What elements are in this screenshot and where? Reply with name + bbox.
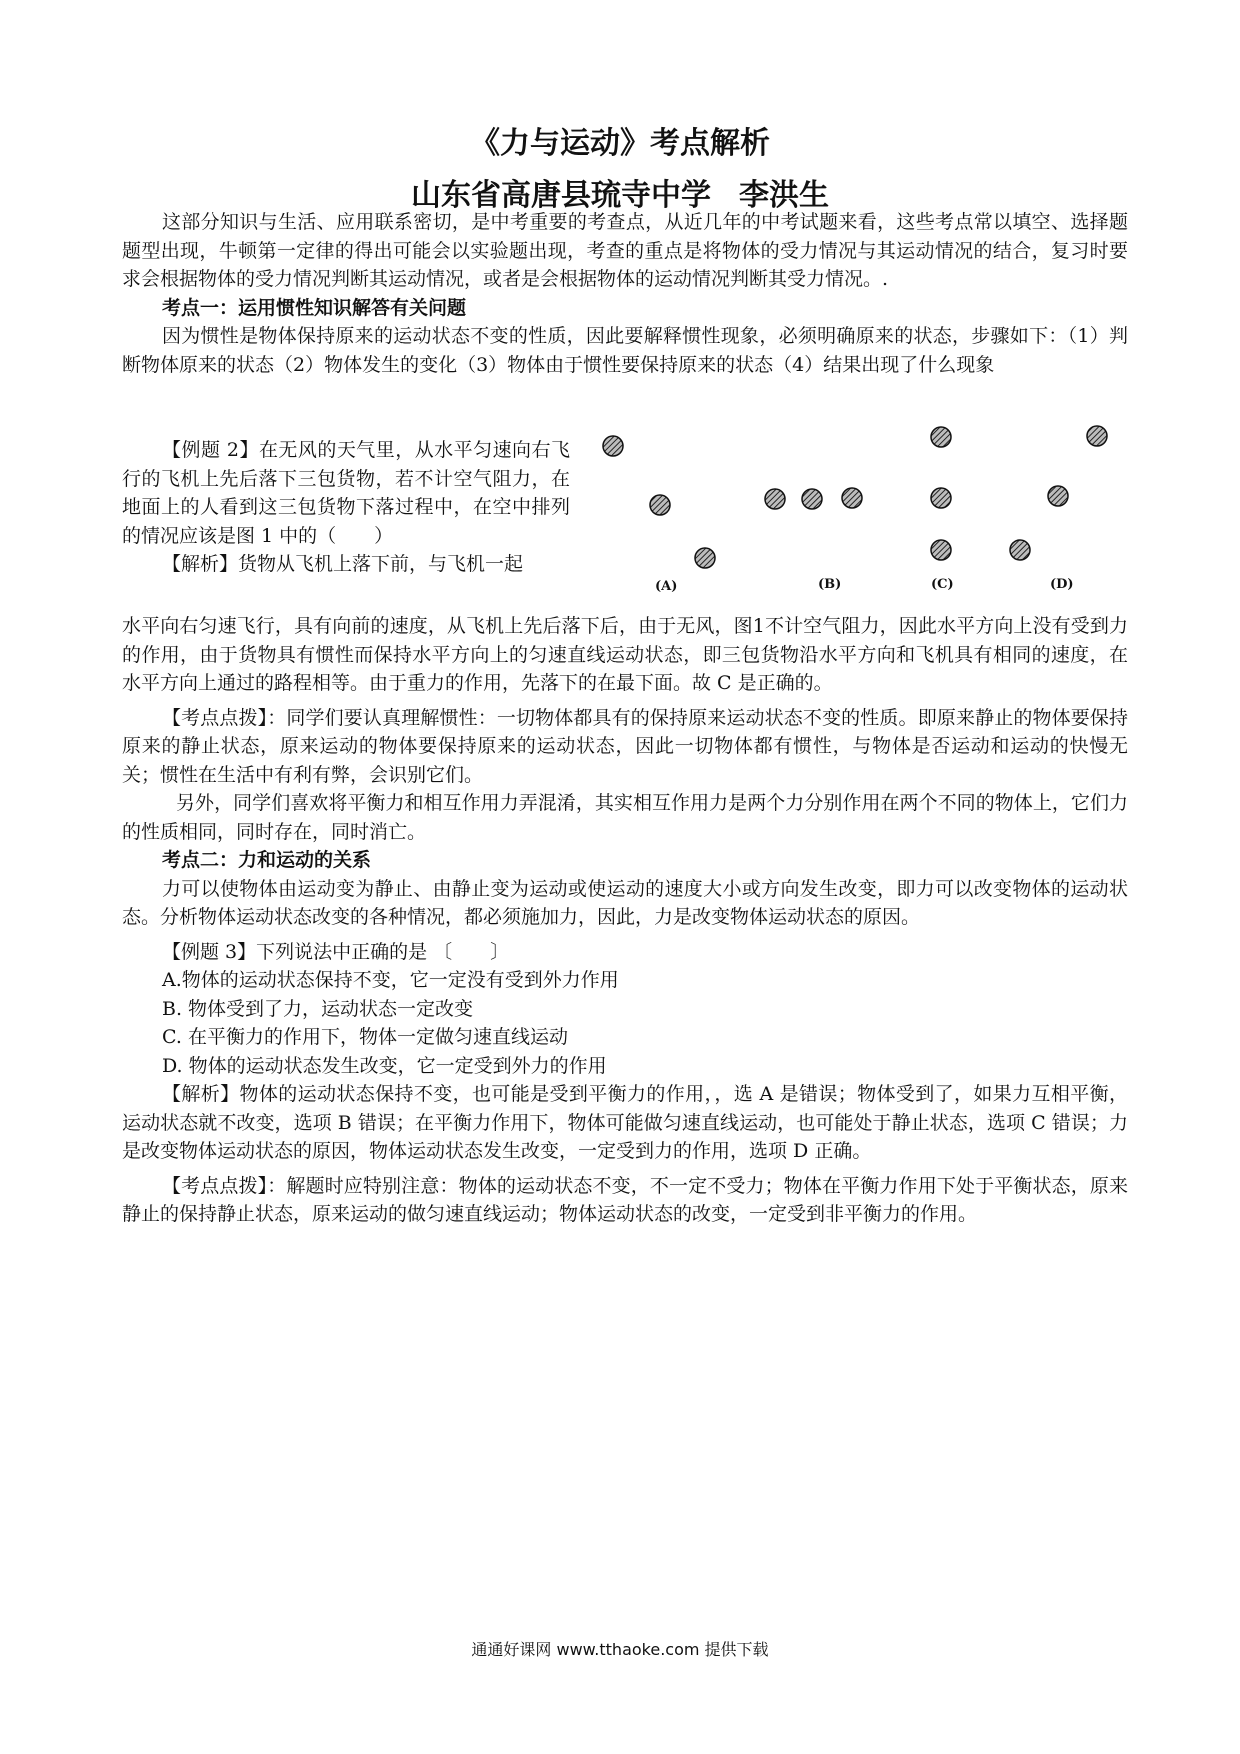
- intro-paragraph: 这部分知识与生活、应用联系密切，是中考重要的考查点，从近几年的中考试题来看，这些考点常以填空、选择题题型出现，牛顿第一定律的得出可能会以实验题出现，考查的重点是将物体的受力情况与其运动情况的结合，复习时要求会根据物体的受力情况判断其运动情况，或者是会根据物体的运动情况判断其受力情况。.: [122, 211, 1128, 290]
- example3-analysis: 【解析】物体的运动状态保持不变，也可能是受到平衡力的作用，，选 A 是错误；物体受到了，如果力互相平衡，运动状态就不改变，选项 B 错误；在平衡力作用下，物体可能做匀速直线运动，也可能处于静止状态，选项 C 错误；力是改变物体运动状态的原因，物体运动状态发生改变，一定受到力的作用，选项 D 正确。: [122, 1083, 1128, 1162]
- option-b: B. 物体受到了力，运动状态一定改变: [162, 997, 474, 1020]
- option-b-balls: [765, 488, 862, 509]
- cargo-ball: [765, 489, 785, 509]
- option-c-balls: [931, 427, 951, 560]
- point2-paragraph: 力可以使物体由运动变为静止、由静止变为运动或使运动的速度大小或方向发生改变，即力可以改变物体的运动状态。分析物体运动状态改变的各种情况，都必须施加力，因此，力是改变物体运动状态的原因。: [122, 877, 1128, 928]
- option-a: A.物体的运动状态保持不变，它一定没有受到外力作用: [162, 969, 619, 991]
- cargo-ball: [695, 548, 715, 568]
- cargo-ball: [931, 540, 951, 560]
- option-d: D. 物体的运动状态发生改变，它一定受到外力的作用: [162, 1054, 607, 1077]
- point1-paragraph: 因为惯性是物体保持原来的运动状态不变的性质，因此要解释惯性现象，必须明确原来的状态，步骤如下：（1）判断物体原来的状态（2）物体发生的变化（3）物体由于惯性要保持原来的状态（4）结果出现了什么现象: [122, 325, 1128, 376]
- cargo-ball: [603, 436, 623, 456]
- cargo-ball: [650, 495, 670, 515]
- author-org: 山东省高唐县琉寺中学: [411, 178, 711, 213]
- cargo-ball: [931, 427, 951, 447]
- label-d: (D): [1050, 577, 1074, 592]
- cargo-ball: [931, 488, 951, 508]
- point2-heading: 考点二：力和运动的关系: [162, 849, 372, 871]
- cargo-ball: [842, 488, 862, 508]
- option-d-balls: [1010, 426, 1107, 560]
- cargo-ball: [1087, 426, 1107, 446]
- cargo-ball: [1010, 540, 1030, 560]
- example2-block: [122, 436, 570, 579]
- point1-extra: 另外，同学们喜欢将平衡力和相互作用力弄混淆，其实相互作用力是两个力分别作用在两个不同的物体上，它们力的性质相同，同时存在，同时消亡。: [122, 792, 1128, 843]
- main-section: [122, 612, 1128, 1229]
- example2-analysis-start: 【解析】货物从飞机上落下前，与飞机一起: [162, 553, 524, 575]
- option-a-balls: [603, 436, 715, 568]
- point2-tip: 【考点点拨】：解题时应特别注意：物体的运动状态不变，不一定不受力；物体在平衡力作用下处于平衡状态，原来静止的保持静止状态，原来运动的做匀速直线运动；物体运动状态的改变，一定受到非平衡力的作用。: [122, 1174, 1128, 1225]
- example2-question: 【例题 2】在无风的天气里，从水平匀速向右飞行的飞机上先后落下三包货物，若不计空气阻力，在地面上的人看到这三包货物下落过程中，在空中排列的情况应该是图 1 中的（ ）: [122, 439, 570, 547]
- footer-credit: 通通好课网 www.tthaoke.com 提供下载: [471, 1640, 769, 1659]
- figure-1: [590, 420, 1140, 610]
- example2-analysis-rest: 水平向右匀速飞行，具有向前的速度，从飞机上先后落下后，由于无风，图1不计空气阻力，因此水平方向上没有受到力的作用，由于货物具有惯性而保持水平方向上的匀速直线运动状态，即三包货物沿水平方向和飞机具有相同的速度，在水平方向上通过的路程相等。由于重力的作用，先落下的在最下面。故 C 是正确的。: [122, 615, 1128, 694]
- label-b: (B): [818, 577, 842, 592]
- example3-question: 【例题 3】下列说法中正确的是 〔 〕: [162, 940, 510, 963]
- label-a: (A): [655, 579, 678, 594]
- intro-section: [122, 208, 1128, 379]
- option-c: C. 在平衡力的作用下，物体一定做匀速直线运动: [162, 1026, 568, 1048]
- page-title: 《力与运动》考点解析: [470, 126, 770, 161]
- label-c: (C): [931, 577, 954, 592]
- point1-tip: 【考点点拨】：同学们要认真理解惯性：一切物体都具有的保持原来运动状态不变的性质。即原来静止的物体要保持原来的静止状态，原来运动的物体要保持原来的运动状态，因此一切物体都有惯性，与物体是否运动和运动的快慢无关；惯性在生活中有利有弊，会识别它们。: [122, 706, 1128, 786]
- point1-heading: 考点一：运用惯性知识解答有关问题: [162, 296, 467, 319]
- cargo-ball: [802, 489, 822, 509]
- author-name: 李洪生: [739, 178, 829, 213]
- cargo-ball: [1048, 486, 1068, 506]
